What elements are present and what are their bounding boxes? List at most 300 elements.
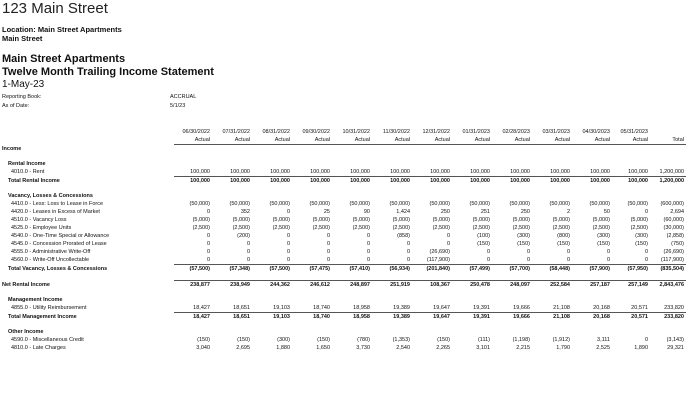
row-value: (5,000) [232,217,250,223]
row-value: 1,200,000 [659,169,684,175]
total-row [2,265,686,274]
section-label: Vacancy, Losses & Concessions [8,193,93,199]
row-label: Total Management Income [8,313,77,320]
row-value: (5,000) [432,217,450,223]
header-blank [2,128,174,136]
subsection-heading [2,192,686,200]
row-value: 100,000 [452,177,492,186]
row-value: (150) [635,241,648,247]
row-value: 0 [286,233,290,239]
row-value: (1,912) [552,337,570,343]
row-value: (5,000) [472,217,490,223]
row-value: 100,000 [332,177,372,186]
page-title: 123 Main Street [2,0,108,17]
spacer-row [2,153,686,160]
row-value: 19,389 [393,305,410,311]
row-value: 1,424 [396,209,410,215]
row-value: 2,540 [396,345,410,351]
row-value: 0 [206,209,210,215]
row-value: (2,500) [192,225,210,231]
line-item-row [2,216,686,224]
row-value: (150) [557,241,570,247]
row-value: (5,000) [630,217,648,223]
row-value: 2,265 [436,345,450,351]
spacer-row [2,321,686,328]
row-value: (117,900) [660,257,684,263]
total-row [2,281,686,290]
row-value: 100,000 [174,177,212,186]
row-value: 18,740 [313,305,330,311]
row-value: 3,730 [356,345,370,351]
row-value: 2,215 [516,345,530,351]
row-value: 18,958 [332,313,372,322]
section-label: Rental Income [8,161,46,167]
row-value: 2,695 [236,345,250,351]
column-sub: Actual [212,136,252,145]
row-label: 4590.0 - Miscellaneous Credit [11,337,84,343]
row-value: 0 [206,257,210,263]
row-value: 100,000 [270,169,290,175]
row-value: 0 [326,249,330,255]
row-value: 0 [326,233,330,239]
row-value: (150) [477,241,490,247]
row-value: 18,740 [292,313,332,322]
row-value: 1,890 [634,345,648,351]
reporting-book-value: ACCRUAL [170,94,197,100]
row-value: 0 [326,241,330,247]
spacer-row [2,289,686,296]
row-value: (50,000) [589,201,610,207]
line-item-row [2,344,686,352]
row-value: (57,410) [332,265,372,274]
spacer-row [2,273,686,281]
row-value: 0 [246,249,250,255]
row-value: 0 [566,257,570,263]
row-value: (5,000) [312,217,330,223]
row-value: 100,000 [412,177,452,186]
row-value: (1,198) [512,337,530,343]
row-value: 100,000 [230,169,250,175]
row-value: (835,504) [650,265,686,274]
row-value: (50,000) [549,201,570,207]
header-blank [2,136,174,145]
row-label: 4420.0 - Leases in Excess of Market [11,209,100,215]
column-date: 04/30/2023 [582,129,610,135]
subsection-heading [2,328,686,336]
reporting-book-label: Reporting Book: [2,94,42,100]
row-value: (5,000) [272,217,290,223]
row-label: 4525.0 - Employee Units [11,225,72,231]
row-value: (2,500) [312,225,330,231]
report-name: Twelve Month Trailing Income Statement [2,66,214,78]
row-value: (150) [597,241,610,247]
column-sub: Actual [412,136,452,145]
row-value: 233,820 [650,313,686,322]
row-value: 3,040 [196,345,210,351]
line-item-row [2,240,686,248]
row-value: (30,000) [663,225,684,231]
row-value: (26,690) [663,249,684,255]
row-value: (57,475) [292,265,332,274]
row-value: 1,880 [276,345,290,351]
column-date: 01/31/2023 [462,129,490,135]
column-sub: Actual [174,136,212,145]
column-date: 09/30/2022 [302,129,330,135]
row-value: 19,391 [473,305,490,311]
row-label: 4545.0 - Concession Prorated of Lease [11,241,107,247]
report-date: 1-May-23 [2,79,45,90]
row-value: (300) [635,233,648,239]
row-value: 0 [606,257,610,263]
row-value: 20,571 [612,313,650,322]
row-label: Total Vacancy, Losses & Concessions [8,265,108,272]
row-value: 0 [644,337,648,343]
row-value: 0 [366,257,370,263]
row-value: 19,103 [252,313,292,322]
income-statement-table [2,128,686,352]
row-value: 0 [566,249,570,255]
row-value: 21,108 [532,313,572,322]
row-value: (2,500) [472,225,490,231]
row-value: 251,919 [372,281,412,290]
row-value: 3,101 [476,345,490,351]
row-value: (200) [237,233,250,239]
row-value: (300) [277,337,290,343]
row-value: 250,478 [452,281,492,290]
row-value: (150) [317,337,330,343]
row-value: (5,000) [192,217,210,223]
line-item-row [2,232,686,240]
row-value: 19,647 [412,313,452,322]
row-value: 233,820 [664,305,684,311]
column-date: 10/31/2022 [342,129,370,135]
row-value: (3,143) [666,337,684,343]
row-value: 100,000 [470,169,490,175]
total-row [2,177,686,186]
row-value: 0 [446,233,450,239]
section-label: Income [2,146,22,152]
row-label: 4555.0 - Administrative Write-Off [11,249,91,255]
column-sub: Actual [372,136,412,145]
row-value: 100,000 [612,177,650,186]
spacer-cell [2,289,686,296]
line-item-row [2,208,686,216]
row-value: 100,000 [590,169,610,175]
row-value: 100,000 [252,177,292,186]
column-sub: Actual [452,136,492,145]
row-label: 4540.0 - One-Time Special or Allowance [11,233,110,239]
row-value: (5,000) [392,217,410,223]
row-value: 19,666 [513,305,530,311]
spacer-cell [2,153,686,160]
row-value: 238,949 [212,281,252,290]
row-value: 0 [206,241,210,247]
row-value: (2,500) [432,225,450,231]
row-value: 20,168 [572,313,612,322]
row-value: (780) [357,337,370,343]
row-value: 0 [406,241,410,247]
row-value: 1,790 [556,345,570,351]
line-item-row [2,256,686,265]
total-row [2,313,686,322]
row-value: (5,000) [512,217,530,223]
row-value: 0 [246,257,250,263]
row-value: 0 [406,257,410,263]
row-value: (5,000) [352,217,370,223]
row-value: (56,934) [372,265,412,274]
row-value: 0 [366,241,370,247]
column-date: 02/28/2023 [502,129,530,135]
row-value: (50,000) [189,201,210,207]
row-value: 18,651 [233,305,250,311]
row-value: 2,694 [670,209,684,215]
row-value: 244,362 [252,281,292,290]
row-value: 0 [486,257,490,263]
column-sub: Actual [292,136,332,145]
row-value: 238,877 [174,281,212,290]
row-value: (150) [237,337,250,343]
row-value: 0 [486,249,490,255]
row-value: 100,000 [390,169,410,175]
row-value: 0 [526,257,530,263]
property-name: Main Street Apartments [2,53,126,65]
row-value: (2,500) [272,225,290,231]
row-value: 100,000 [572,177,612,186]
row-value: (600,000) [660,201,684,207]
as-of-value: 5/1/23 [170,103,186,109]
subsection-heading [2,160,686,168]
row-value: 246,612 [292,281,332,290]
row-value: (50,000) [627,201,648,207]
column-date: 03/31/2023 [542,129,570,135]
row-value: (300) [597,233,610,239]
row-value: (300) [517,233,530,239]
line-item-row [2,248,686,256]
row-value: 100,000 [212,177,252,186]
row-value: 29,321 [667,345,684,351]
column-date: 08/31/2022 [262,129,290,135]
row-value: (50,000) [469,201,490,207]
column-date: 12/31/2022 [422,129,450,135]
row-value: (2,500) [512,225,530,231]
row-value: 100,000 [430,169,450,175]
section-label: Other Income [8,329,44,335]
spacer-row [2,185,686,192]
row-value: 0 [644,257,648,263]
row-value: (750) [671,241,684,247]
row-value: (2,500) [592,225,610,231]
as-of-label: As of Date: [2,103,30,109]
row-value: 248,097 [492,281,532,290]
column-date: 06/30/2022 [182,129,210,135]
row-value: 248,897 [332,281,372,290]
row-value: 100,000 [532,177,572,186]
row-label: 4810.0 - Late Charges [11,345,66,351]
row-value: 100,000 [350,169,370,175]
row-value: 252,584 [532,281,572,290]
row-label: 4855.0 - Utility Reimbursement [11,305,87,312]
row-value: (2,500) [232,225,250,231]
row-value: 0 [206,233,210,239]
row-value: (50,000) [229,201,250,207]
row-value: (5,000) [552,217,570,223]
column-date: 07/31/2022 [222,129,250,135]
row-value: (117,900) [426,257,450,263]
row-value: (150) [517,241,530,247]
row-value: 25 [323,209,330,215]
row-label: Total Rental Income [8,177,60,184]
row-value: 0 [526,249,530,255]
section-heading [2,145,686,154]
row-label: 4410.0 - Less: Loss to Lease in Force [11,201,104,207]
row-value: 0 [286,241,290,247]
column-sub: Actual [332,136,372,145]
row-value: 20,168 [593,305,610,311]
row-value: 250 [440,209,450,215]
spacer-cell [2,185,686,192]
row-value: (111) [477,337,490,343]
row-value: (57,900) [572,265,612,274]
row-value: 0 [366,249,370,255]
line-item-row [2,168,686,177]
row-value: (60,000) [663,217,684,223]
row-value: (50,000) [269,201,290,207]
row-value: 100,000 [510,169,530,175]
column-date-row [2,128,686,136]
row-value: (858) [397,233,410,239]
row-value: 2 [566,209,570,215]
row-value: 251 [480,209,490,215]
line-item-row [2,336,686,344]
row-value: 0 [286,257,290,263]
row-value: (26,690) [429,249,450,255]
row-value: 19,647 [433,305,450,311]
row-value: 257,149 [612,281,650,290]
row-value: 2,843,476 [650,281,686,290]
column-sub: Total [650,136,686,145]
row-value: 0 [326,257,330,263]
row-label: Net Rental Income [2,281,50,288]
row-value: 0 [246,241,250,247]
row-value: 18,958 [353,305,370,311]
row-value: (201,840) [412,265,452,274]
row-value: 3,111 [597,337,610,343]
row-value: (50,000) [309,201,330,207]
row-value: 2,525 [596,345,610,351]
row-value: (50,000) [349,201,370,207]
line-item-row [2,304,686,313]
row-value: 100,000 [310,169,330,175]
row-value: (2,500) [552,225,570,231]
column-sub: Actual [572,136,612,145]
row-value: (58,448) [532,265,572,274]
row-value: 50 [603,209,610,215]
row-value: 0 [406,249,410,255]
row-value: 18,427 [193,305,210,311]
row-value: 90 [363,209,370,215]
column-date: 11/30/2022 [382,129,410,135]
line-item-row [2,200,686,208]
row-value: 18,651 [212,313,252,322]
column-date: 05/31/2023 [620,129,648,135]
row-value: (2,500) [392,225,410,231]
row-value: 19,666 [492,313,532,322]
row-value: 0 [286,249,290,255]
row-value: (57,500) [252,265,292,274]
column-date [650,128,686,136]
row-label: 4010.0 - Rent [11,169,45,176]
row-value: (2,500) [352,225,370,231]
row-value: (100) [477,233,490,239]
spacer-cell [2,273,686,281]
row-value: 0 [644,249,648,255]
spacer-cell [2,321,686,328]
row-value: (57,950) [612,265,650,274]
row-value: (57,500) [174,265,212,274]
row-value: 1,650 [316,345,330,351]
column-sub: Actual [532,136,572,145]
column-sub-row [2,136,686,145]
row-value: 19,389 [372,313,412,322]
row-value: 21,108 [553,305,570,311]
column-sub: Actual [492,136,532,145]
row-value: (50,000) [389,201,410,207]
row-value: 0 [446,241,450,247]
row-value: (50,000) [429,201,450,207]
row-label: 4560.0 - Write-Off Uncollectable [11,257,90,264]
line-item-row [2,224,686,232]
row-value: 352 [240,209,250,215]
row-value: 257,187 [572,281,612,290]
row-value: 0 [606,249,610,255]
section-label: Management Income [8,297,63,303]
row-value: 100,000 [628,169,648,175]
row-value: (5,000) [592,217,610,223]
location-line: Location: Main Street Apartments [2,25,122,34]
column-sub: Actual [612,136,650,145]
row-value: (2,858) [666,233,684,239]
row-value: 100,000 [492,177,532,186]
row-value: 19,391 [452,313,492,322]
row-value: 100,000 [550,169,570,175]
row-value: (57,348) [212,265,252,274]
row-value: 18,427 [174,313,212,322]
location-sub: Main Street [2,34,43,43]
row-value: (1,353) [392,337,410,343]
row-value: (150) [437,337,450,343]
row-value: 100,000 [292,177,332,186]
row-label: 4510.0 - Vacancy Loss [11,217,67,223]
row-value: 20,571 [631,305,648,311]
row-value: 0 [206,249,210,255]
row-value: (57,700) [492,265,532,274]
row-value: 108,367 [412,281,452,290]
row-value: 100,000 [372,177,412,186]
row-value: (800) [557,233,570,239]
row-value: (50,000) [509,201,530,207]
row-value: 0 [286,209,290,215]
row-value: 0 [644,209,648,215]
row-value: (2,500) [630,225,648,231]
row-value: (57,499) [452,265,492,274]
row-value: 1,200,000 [650,177,686,186]
row-value: (150) [197,337,210,343]
row-value: 250 [520,209,530,215]
row-value: 0 [366,233,370,239]
subsection-heading [2,296,686,304]
row-value: 19,103 [273,305,290,311]
row-value: 100,000 [190,169,210,175]
